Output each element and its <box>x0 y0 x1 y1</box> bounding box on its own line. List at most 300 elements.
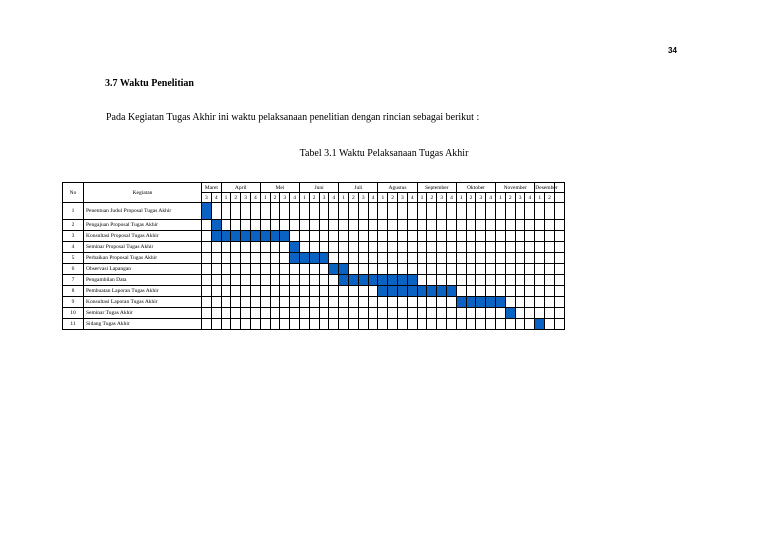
schedule-cell <box>319 308 329 319</box>
schedule-cell <box>270 308 280 319</box>
schedule-cell <box>329 253 339 264</box>
schedule-cell <box>515 319 525 330</box>
schedule-cell <box>290 264 300 275</box>
schedule-cell <box>554 319 564 330</box>
table-row <box>63 242 565 253</box>
schedule-cell <box>496 308 506 319</box>
schedule-cell <box>496 264 506 275</box>
week-header: 2 <box>505 193 515 203</box>
schedule-cell <box>339 203 349 220</box>
schedule-cell <box>368 231 378 242</box>
schedule-cell <box>496 319 506 330</box>
schedule-cell <box>466 264 476 275</box>
schedule-cell <box>486 319 496 330</box>
week-header: 3 <box>241 193 251 203</box>
schedule-cell <box>554 203 564 220</box>
task-name: Sidang Tugas Akhir <box>84 319 202 330</box>
schedule-cell <box>358 220 368 231</box>
schedule-cell <box>466 231 476 242</box>
schedule-cell <box>211 253 221 264</box>
schedule-cell <box>554 231 564 242</box>
schedule-bar-cell <box>260 231 270 242</box>
schedule-bar-cell <box>505 308 515 319</box>
month-header: November <box>496 183 535 193</box>
schedule-cell <box>476 319 486 330</box>
schedule-cell <box>525 319 535 330</box>
schedule-cell <box>270 203 280 220</box>
task-name: Konsultasi Proposal Tugas Akhir <box>84 231 202 242</box>
schedule-cell <box>231 319 241 330</box>
schedule-cell <box>525 264 535 275</box>
schedule-cell <box>231 297 241 308</box>
schedule-cell <box>545 220 555 231</box>
schedule-cell <box>329 286 339 297</box>
schedule-bar-cell <box>368 275 378 286</box>
schedule-cell <box>260 297 270 308</box>
schedule-bar-cell <box>378 286 388 297</box>
schedule-bar-cell <box>407 286 417 297</box>
schedule-cell <box>221 275 231 286</box>
schedule-cell <box>496 286 506 297</box>
schedule-cell <box>427 308 437 319</box>
schedule-cell <box>407 297 417 308</box>
schedule-cell <box>280 253 290 264</box>
task-name: Observasi Lapangan <box>84 264 202 275</box>
schedule-cell <box>554 253 564 264</box>
week-header: 2 <box>309 193 319 203</box>
page-number: 34 <box>668 46 677 55</box>
section-heading: 3.7 Waktu Penelitian <box>105 78 194 89</box>
schedule-cell <box>280 319 290 330</box>
schedule-cell <box>554 220 564 231</box>
schedule-cell <box>505 286 515 297</box>
schedule-cell <box>241 308 251 319</box>
schedule-cell <box>417 264 427 275</box>
schedule-cell <box>486 242 496 253</box>
schedule-cell <box>456 253 466 264</box>
task-number: 4 <box>63 242 84 253</box>
schedule-cell <box>378 297 388 308</box>
schedule-cell <box>241 275 251 286</box>
week-header: 3 <box>358 193 368 203</box>
schedule-cell <box>368 203 378 220</box>
task-name: Seminar Proposal Tugas Akhir <box>84 242 202 253</box>
schedule-cell <box>398 242 408 253</box>
table-row <box>63 253 565 264</box>
schedule-cell <box>447 297 457 308</box>
week-header: 1 <box>496 193 506 203</box>
schedule-cell <box>251 242 261 253</box>
schedule-cell <box>466 253 476 264</box>
schedule-cell <box>505 253 515 264</box>
schedule-bar-cell <box>241 231 251 242</box>
month-header: September <box>417 183 456 193</box>
schedule-cell <box>407 264 417 275</box>
schedule-cell <box>260 264 270 275</box>
schedule-cell <box>417 253 427 264</box>
task-number: 6 <box>63 264 84 275</box>
schedule-cell <box>251 275 261 286</box>
schedule-cell <box>202 220 212 231</box>
table-row <box>63 231 565 242</box>
schedule-cell <box>456 203 466 220</box>
schedule-cell <box>378 319 388 330</box>
schedule-cell <box>358 242 368 253</box>
schedule-cell <box>349 308 359 319</box>
schedule-cell <box>545 264 555 275</box>
schedule-cell <box>260 203 270 220</box>
schedule-cell <box>525 231 535 242</box>
schedule-cell <box>417 319 427 330</box>
schedule-cell <box>270 242 280 253</box>
schedule-cell <box>388 319 398 330</box>
schedule-cell <box>447 275 457 286</box>
schedule-cell <box>456 275 466 286</box>
schedule-cell <box>427 264 437 275</box>
schedule-cell <box>339 242 349 253</box>
schedule-cell <box>554 242 564 253</box>
schedule-cell <box>427 275 437 286</box>
schedule-cell <box>378 203 388 220</box>
schedule-cell <box>231 275 241 286</box>
schedule-cell <box>358 319 368 330</box>
schedule-cell <box>398 203 408 220</box>
table-row <box>63 220 565 231</box>
schedule-cell <box>456 308 466 319</box>
schedule-cell <box>388 308 398 319</box>
week-header: 2 <box>545 193 555 203</box>
schedule-cell <box>349 220 359 231</box>
week-header: 4 <box>447 193 457 203</box>
schedule-bar-cell <box>427 286 437 297</box>
task-name: Perbaikan Proposal Tugas Akhir <box>84 253 202 264</box>
schedule-cell <box>515 286 525 297</box>
schedule-cell <box>329 319 339 330</box>
week-header: 4 <box>368 193 378 203</box>
schedule-cell <box>545 242 555 253</box>
week-header: 2 <box>349 193 359 203</box>
schedule-cell <box>251 253 261 264</box>
schedule-cell <box>486 203 496 220</box>
schedule-bar-cell <box>211 220 221 231</box>
schedule-cell <box>358 308 368 319</box>
schedule-bar-cell <box>496 297 506 308</box>
schedule-cell <box>280 297 290 308</box>
schedule-cell <box>309 242 319 253</box>
schedule-cell <box>280 242 290 253</box>
schedule-cell <box>368 253 378 264</box>
schedule-cell <box>437 203 447 220</box>
schedule-cell <box>319 286 329 297</box>
week-header <box>554 193 564 203</box>
schedule-cell <box>456 220 466 231</box>
schedule-cell <box>388 264 398 275</box>
schedule-cell <box>319 297 329 308</box>
schedule-cell <box>427 231 437 242</box>
schedule-cell <box>447 220 457 231</box>
task-number: 8 <box>63 286 84 297</box>
schedule-bar-cell <box>456 297 466 308</box>
table-caption: Tabel 3.1 Waktu Pelaksanaan Tugas Akhir <box>299 148 469 159</box>
schedule-cell <box>368 297 378 308</box>
schedule-cell <box>319 231 329 242</box>
schedule-cell <box>554 308 564 319</box>
schedule-cell <box>231 220 241 231</box>
schedule-cell <box>231 264 241 275</box>
schedule-cell <box>299 242 309 253</box>
schedule-cell <box>554 275 564 286</box>
schedule-cell <box>476 264 486 275</box>
schedule-cell <box>417 242 427 253</box>
schedule-cell <box>427 319 437 330</box>
schedule-cell <box>407 308 417 319</box>
schedule-cell <box>476 275 486 286</box>
week-header: 1 <box>339 193 349 203</box>
schedule-cell <box>427 253 437 264</box>
schedule-cell <box>447 253 457 264</box>
schedule-cell <box>358 253 368 264</box>
schedule-bar-cell <box>388 286 398 297</box>
schedule-cell <box>476 203 486 220</box>
week-header: 3 <box>437 193 447 203</box>
schedule-cell <box>221 242 231 253</box>
schedule-cell <box>398 231 408 242</box>
schedule-cell <box>329 203 339 220</box>
schedule-cell <box>339 253 349 264</box>
schedule-cell <box>417 275 427 286</box>
task-number: 9 <box>63 297 84 308</box>
table-row <box>63 286 565 297</box>
schedule-cell <box>260 253 270 264</box>
schedule-cell <box>339 308 349 319</box>
schedule-cell <box>299 220 309 231</box>
schedule-cell <box>329 275 339 286</box>
schedule-cell <box>202 286 212 297</box>
schedule-bar-cell <box>290 253 300 264</box>
schedule-cell <box>476 308 486 319</box>
schedule-cell <box>496 231 506 242</box>
schedule-cell <box>231 308 241 319</box>
schedule-cell <box>525 308 535 319</box>
schedule-cell <box>319 264 329 275</box>
schedule-cell <box>202 231 212 242</box>
schedule-cell <box>554 297 564 308</box>
schedule-cell <box>535 231 545 242</box>
task-number: 3 <box>63 231 84 242</box>
schedule-cell <box>486 264 496 275</box>
schedule-cell <box>496 220 506 231</box>
schedule-cell <box>398 264 408 275</box>
schedule-cell <box>456 264 466 275</box>
schedule-cell <box>349 231 359 242</box>
schedule-cell <box>505 203 515 220</box>
schedule-bar-cell <box>486 297 496 308</box>
month-header: Juni <box>299 183 338 193</box>
schedule-bar-cell <box>349 275 359 286</box>
schedule-cell <box>299 231 309 242</box>
month-header: Agustus <box>378 183 417 193</box>
task-name: Pembuatan Laporan Tugas Akhir <box>84 286 202 297</box>
schedule-cell <box>515 242 525 253</box>
schedule-cell <box>339 319 349 330</box>
schedule-cell <box>339 231 349 242</box>
month-header: Juli <box>339 183 378 193</box>
schedule-cell <box>339 220 349 231</box>
schedule-cell <box>368 220 378 231</box>
schedule-bar-cell <box>417 286 427 297</box>
schedule-cell <box>545 319 555 330</box>
schedule-cell <box>407 319 417 330</box>
schedule-bar-cell <box>437 286 447 297</box>
task-number: 7 <box>63 275 84 286</box>
schedule-cell <box>290 220 300 231</box>
schedule-cell <box>309 203 319 220</box>
schedule-cell <box>515 253 525 264</box>
schedule-cell <box>505 297 515 308</box>
week-header: 1 <box>260 193 270 203</box>
schedule-bar-cell <box>535 319 545 330</box>
schedule-cell <box>447 231 457 242</box>
schedule-cell <box>447 203 457 220</box>
schedule-cell <box>319 275 329 286</box>
schedule-cell <box>231 203 241 220</box>
schedule-cell <box>515 275 525 286</box>
schedule-cell <box>211 308 221 319</box>
schedule-cell <box>505 275 515 286</box>
schedule-cell <box>251 203 261 220</box>
schedule-cell <box>437 319 447 330</box>
schedule-cell <box>398 297 408 308</box>
schedule-cell <box>427 203 437 220</box>
schedule-cell <box>407 220 417 231</box>
schedule-cell <box>260 220 270 231</box>
schedule-cell <box>349 253 359 264</box>
schedule-cell <box>535 297 545 308</box>
schedule-cell <box>466 242 476 253</box>
schedule-bar-cell <box>447 286 457 297</box>
schedule-table <box>62 182 565 330</box>
schedule-cell <box>437 275 447 286</box>
schedule-cell <box>505 319 515 330</box>
week-header: 1 <box>221 193 231 203</box>
schedule-cell <box>417 308 427 319</box>
schedule-cell <box>358 203 368 220</box>
schedule-cell <box>535 308 545 319</box>
week-header: 1 <box>378 193 388 203</box>
schedule-cell <box>466 319 476 330</box>
schedule-cell <box>260 319 270 330</box>
schedule-cell <box>545 275 555 286</box>
schedule-cell <box>202 253 212 264</box>
schedule-cell <box>299 286 309 297</box>
schedule-cell <box>398 220 408 231</box>
schedule-cell <box>505 220 515 231</box>
schedule-cell <box>496 275 506 286</box>
schedule-cell <box>290 286 300 297</box>
schedule-cell <box>349 242 359 253</box>
schedule-cell <box>260 286 270 297</box>
schedule-cell <box>437 297 447 308</box>
week-header: 2 <box>270 193 280 203</box>
month-header: Maret <box>202 183 222 193</box>
schedule-cell <box>515 203 525 220</box>
schedule-cell <box>476 220 486 231</box>
schedule-cell <box>358 286 368 297</box>
schedule-cell <box>407 242 417 253</box>
schedule-cell <box>486 231 496 242</box>
table-row <box>63 319 565 330</box>
schedule-cell <box>280 264 290 275</box>
schedule-cell <box>231 242 241 253</box>
schedule-cell <box>309 231 319 242</box>
schedule-cell <box>221 203 231 220</box>
week-header: 1 <box>535 193 545 203</box>
schedule-cell <box>202 308 212 319</box>
schedule-cell <box>525 203 535 220</box>
schedule-cell <box>358 297 368 308</box>
schedule-cell <box>437 253 447 264</box>
schedule-cell <box>476 286 486 297</box>
schedule-cell <box>251 308 261 319</box>
schedule-cell <box>535 203 545 220</box>
schedule-cell <box>437 220 447 231</box>
schedule-cell <box>535 264 545 275</box>
schedule-cell <box>545 297 555 308</box>
schedule-cell <box>349 297 359 308</box>
schedule-cell <box>241 203 251 220</box>
schedule-cell <box>231 286 241 297</box>
schedule-cell <box>280 220 290 231</box>
schedule-cell <box>349 286 359 297</box>
schedule-cell <box>221 319 231 330</box>
week-header: 3 <box>280 193 290 203</box>
table-row <box>63 308 565 319</box>
schedule-cell <box>505 231 515 242</box>
schedule-cell <box>290 308 300 319</box>
schedule-cell <box>447 308 457 319</box>
week-header: 3 <box>319 193 329 203</box>
week-header: 2 <box>388 193 398 203</box>
schedule-cell <box>211 297 221 308</box>
schedule-cell <box>290 319 300 330</box>
schedule-cell <box>466 275 476 286</box>
schedule-bar-cell <box>299 253 309 264</box>
schedule-cell <box>447 264 457 275</box>
schedule-cell <box>545 253 555 264</box>
schedule-cell <box>260 242 270 253</box>
schedule-cell <box>241 264 251 275</box>
schedule-cell <box>437 264 447 275</box>
schedule-cell <box>486 253 496 264</box>
schedule-cell <box>221 297 231 308</box>
schedule-cell <box>280 275 290 286</box>
schedule-cell <box>329 308 339 319</box>
schedule-cell <box>515 308 525 319</box>
schedule-cell <box>221 220 231 231</box>
schedule-cell <box>241 319 251 330</box>
schedule-cell <box>466 220 476 231</box>
schedule-cell <box>496 253 506 264</box>
schedule-cell <box>486 308 496 319</box>
week-header: 4 <box>525 193 535 203</box>
schedule-bar-cell <box>290 242 300 253</box>
week-header: 3 <box>398 193 408 203</box>
schedule-cell <box>329 242 339 253</box>
schedule-cell <box>378 308 388 319</box>
schedule-cell <box>525 253 535 264</box>
schedule-cell <box>241 297 251 308</box>
table-row <box>63 203 565 220</box>
